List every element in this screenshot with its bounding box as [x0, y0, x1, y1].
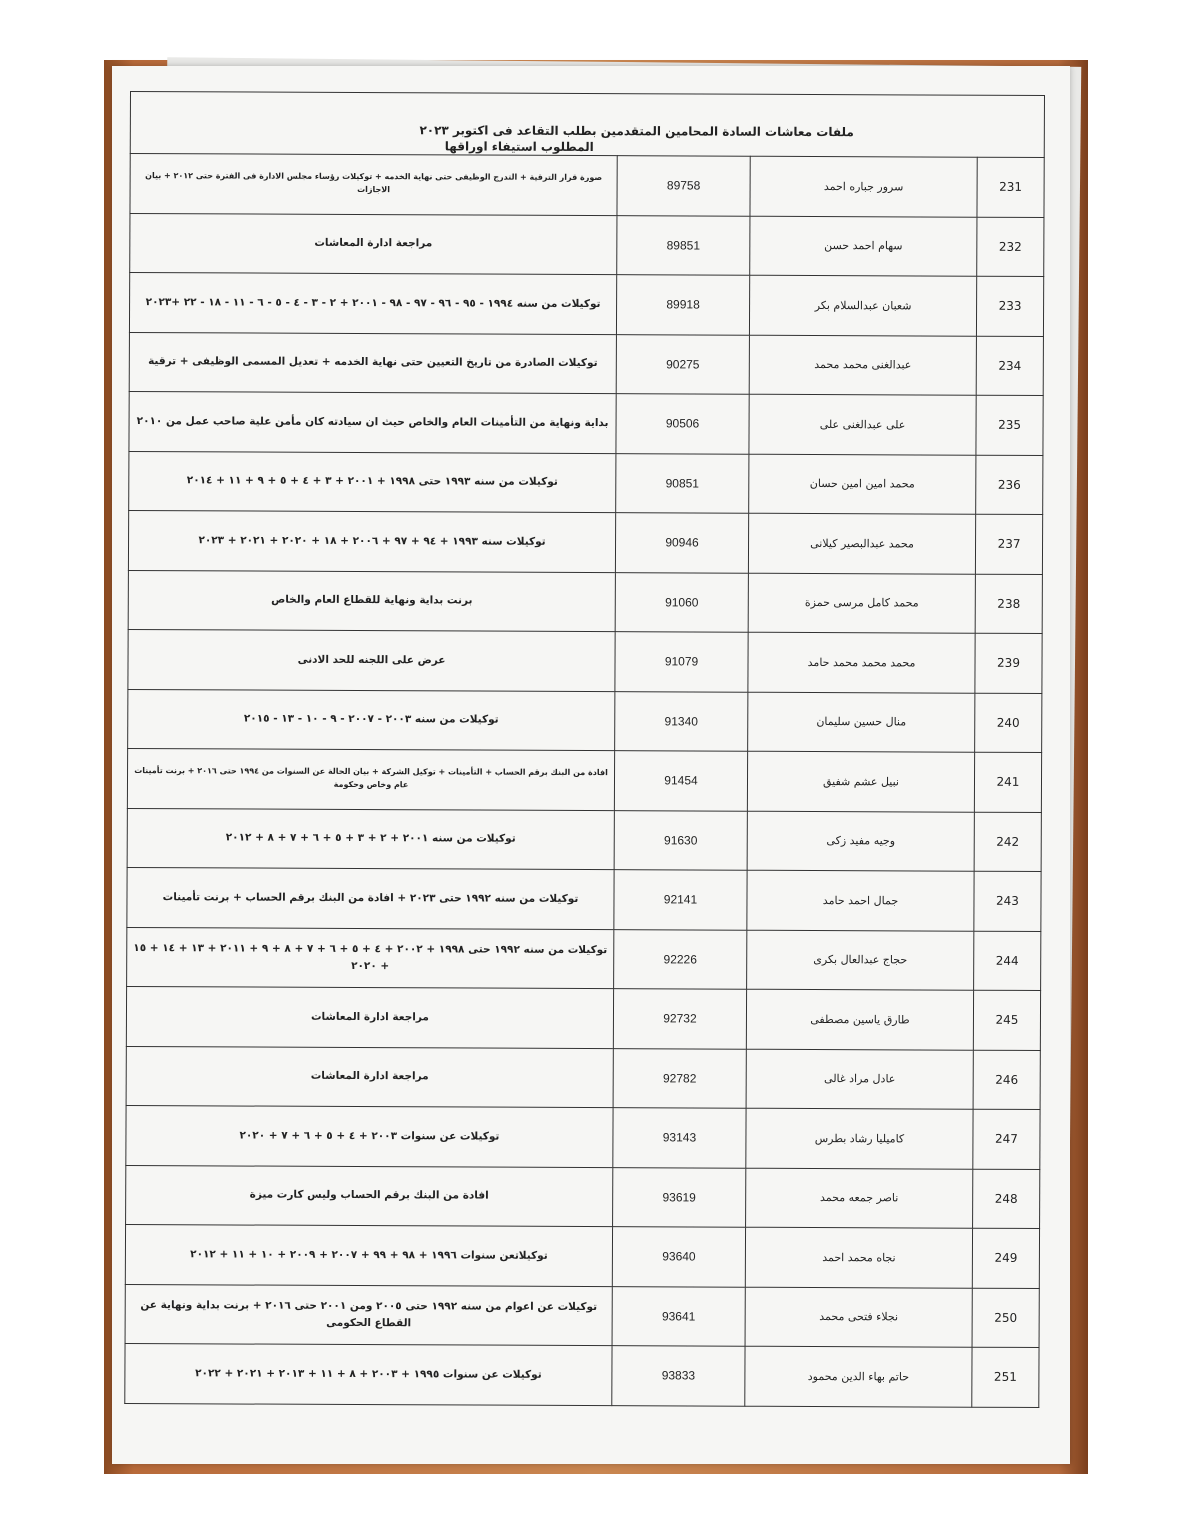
- row-number: 232: [977, 217, 1044, 277]
- lawyer-name: وجيه مفيد زكى: [747, 811, 974, 871]
- lawyer-name: سرور جباره احمد: [750, 156, 977, 216]
- table-row: [126, 1165, 1040, 1228]
- lawyer-name: محمد كامل مرسى حمزة: [748, 573, 975, 633]
- document-subtitle: المطلوب استيفاء اوراقها: [444, 139, 594, 155]
- row-number: 242: [974, 812, 1041, 872]
- file-number: 90946: [615, 513, 748, 573]
- required-documents: توكيلات عن اعوام من سنه ١٩٩٢ حتى ٢٠٠٥ ومن ٢٠٠١ حتى ٢٠١٦ + برنت بداية ونهاية عن القطاع الحكومى: [125, 1284, 612, 1346]
- row-number: 235: [976, 395, 1043, 455]
- lawyer-name: نجاه محمد احمد: [745, 1227, 972, 1287]
- required-documents: عرض على اللجنه للحد الادنى: [128, 630, 615, 692]
- table-row: [127, 808, 1041, 871]
- document-header: [130, 91, 1045, 157]
- table-row: [127, 749, 1041, 812]
- table-row: [127, 868, 1041, 931]
- required-documents: مراجعة ادارة المعاشات: [126, 987, 613, 1049]
- file-number: 93833: [612, 1346, 745, 1406]
- required-documents: توكيلات من سنه ٢٠٠١ + ٢ + ٣ + ٥ + ٦ + ٧ + ٨ + ٢٠١٢: [127, 808, 614, 870]
- table-row: [128, 689, 1042, 752]
- required-documents: توكيلات من سنه ١٩٩٢ حتى ١٩٩٨ + ٢٠٠٢ + ٤ + ٥ + ٦ + ٧ + ٨ + ٩ + ٢٠١١ + ١٣ + ١٤ + ١٥ + ٢٠٢٠: [127, 927, 614, 989]
- table-row: [128, 511, 1042, 574]
- file-number: 92732: [613, 989, 746, 1049]
- row-number: 238: [975, 574, 1042, 634]
- file-number: 91454: [614, 751, 747, 811]
- row-number: 240: [975, 693, 1042, 753]
- row-number: 249: [972, 1228, 1039, 1288]
- file-number: 93143: [613, 1108, 746, 1168]
- required-documents: توكيلات عن سنوات ٢٠٠٣ + ٤ + ٥ + ٦ + ٧ + ٢٠٢٠: [126, 1106, 613, 1168]
- table-row: [129, 392, 1043, 455]
- lawyer-name: عادل مراد غالى: [746, 1049, 973, 1109]
- row-number: 233: [976, 276, 1043, 336]
- file-number: 91060: [615, 572, 748, 632]
- table-row: [127, 927, 1041, 990]
- row-number: 244: [974, 931, 1041, 991]
- table-row: [129, 273, 1043, 336]
- required-documents: توكيلات من سنه ١٩٩٣ حتى ١٩٩٨ + ٢٠٠١ + ٣ + ٤ + ٥ + ٩ + ١١ + ٢٠١٤: [129, 451, 616, 513]
- table-row: [130, 213, 1044, 276]
- row-number: 251: [972, 1347, 1039, 1407]
- required-documents: مراجعة ادارة المعاشات: [130, 213, 617, 275]
- file-number: 89851: [617, 215, 750, 275]
- row-number: 241: [974, 752, 1041, 812]
- file-number: 90851: [616, 453, 749, 513]
- row-number: 236: [976, 455, 1043, 515]
- row-number: 237: [975, 514, 1042, 574]
- row-number: 250: [972, 1288, 1039, 1348]
- lawyer-name: نبيل عشم شفيق: [747, 751, 974, 811]
- table-row: [125, 1224, 1039, 1287]
- file-number: 89758: [617, 156, 750, 216]
- file-number: 93619: [613, 1167, 746, 1227]
- file-number: 92141: [614, 870, 747, 930]
- row-number: 248: [973, 1169, 1040, 1229]
- file-number: 89918: [616, 275, 749, 335]
- lawyer-name: حجاج عبدالعال بكرى: [747, 930, 974, 990]
- table-row: [126, 1046, 1040, 1109]
- file-number: 92226: [614, 929, 747, 989]
- lawyer-name: طارق ياسين مصطفى: [746, 989, 973, 1049]
- required-documents: توكيلات عن سنوات ١٩٩٥ + ٢٠٠٣ + ٨ + ١١ + ٢٠١٣ + ٢٠٢١ + ٢٠٢٢: [125, 1343, 612, 1405]
- table-row: [128, 570, 1042, 633]
- file-number: 91079: [615, 632, 748, 692]
- lawyer-name: سهام احمد حسن: [750, 216, 977, 276]
- required-documents: توكيلات سنه ١٩٩٣ + ٩٤ + ٩٧ + ٢٠٠٦ + ١٨ + ٢٠٢٠ + ٢٠٢١ + ٢٠٢٣: [128, 511, 615, 573]
- lawyer-name: شعبان عبدالسلام بكر: [749, 275, 976, 335]
- lawyer-name: ناصر جمعه محمد: [746, 1168, 973, 1228]
- row-number: 243: [974, 871, 1041, 931]
- document-title: ملفات معاشات السادة المحامين المتقدمين بطلب التقاعد فى اكتوبر ٢٠٢٣: [419, 123, 854, 140]
- file-number: 92782: [613, 1048, 746, 1108]
- required-documents: توكيلاتعن سنوات ١٩٩٦ + ٩٨ + ٩٩ + ٢٠٠٧ + ٢٠٠٩ + ١٠ + ١١ + ٢٠١٢: [125, 1224, 612, 1286]
- pension-files-table: [124, 153, 1044, 1407]
- file-number: 93640: [612, 1227, 745, 1287]
- lawyer-name: عبدالغنى محمد محمد: [749, 335, 976, 395]
- required-documents: مراجعة ادارة المعاشات: [126, 1046, 613, 1108]
- lawyer-name: محمد محمد محمد حامد: [748, 632, 975, 692]
- lawyer-name: نجلاء فتحى محمد: [745, 1287, 972, 1347]
- lawyer-name: حاتم بهاء الدين محمود: [745, 1346, 972, 1406]
- row-number: 246: [973, 1050, 1040, 1110]
- table-row: [125, 1284, 1039, 1347]
- row-number: 231: [977, 157, 1044, 217]
- required-documents: افادة من البنك برقم الحساب وليس كارت ميزة: [126, 1165, 613, 1227]
- row-number: 247: [973, 1109, 1040, 1169]
- table-row: [126, 1106, 1040, 1169]
- file-number: 91340: [615, 691, 748, 751]
- table-body: [125, 154, 1044, 1407]
- required-documents: توكيلات من سنه ١٩٩٢ حتى ٢٠٢٣ + افادة من البنك برقم الحساب + برنت تأمينات: [127, 868, 614, 930]
- required-documents: برنت بداية ونهاية للقطاع العام والخاص: [128, 570, 615, 632]
- required-documents: توكيلات الصادرة من تاريخ التعيين حتى نهاية الخدمه + تعديل المسمى الوظيفى + ترقية: [129, 332, 616, 394]
- required-documents: صورة قرار الترقية + التدرج الوظيفى حتى نهاية الخدمه + توكيلات رؤساء مجلس الادارة فى الفترة حتى ٢٠١٢ + بيان الاجازات: [130, 154, 617, 216]
- row-number: 234: [976, 336, 1043, 396]
- lawyer-name: محمد امين امين حسان: [749, 454, 976, 514]
- table-row: [129, 451, 1043, 514]
- table-row: [128, 630, 1042, 693]
- lawyer-name: محمد عبدالبصير كيلانى: [748, 513, 975, 573]
- file-number: 91630: [614, 810, 747, 870]
- lawyer-name: على عبدالغنى على: [749, 394, 976, 454]
- file-number: 90506: [616, 394, 749, 454]
- required-documents: بداية ونهاية من التأمينات العام والخاص حيث ان سيادته كان مأمن علية صاحب عمل من ٢٠١٠: [129, 392, 616, 454]
- table-row: [126, 987, 1040, 1050]
- required-documents: توكيلات من سنه ٢٠٠٣ - ٢٠٠٧ - ٩ - ١٠ - ١٣ - ٢٠١٥: [128, 689, 615, 751]
- row-number: 245: [973, 990, 1040, 1050]
- lawyer-name: منال حسين سليمان: [748, 692, 975, 752]
- lawyer-name: جمال احمد حامد: [747, 870, 974, 930]
- table-row: [125, 1343, 1039, 1406]
- lawyer-name: كاميليا رشاد بطرس: [746, 1108, 973, 1168]
- file-number: 93641: [612, 1286, 745, 1346]
- required-documents: افادة من البنك برقم الحساب + التأمينات + توكيل الشركة + بيان الحالة عن السنوات من ١٩٩٤ حتى ٢٠١٦ + برنت تأمينات عام وخاص وحكومة: [127, 749, 614, 811]
- required-documents: توكيلات من سنه ١٩٩٤ - ٩٥ - ٩٦ - ٩٧ - ٩٨ - ٢٠٠١ + ٢ - ٣ - ٤ - ٥ - ٦ - ١١ - ١٨ - ٢٢ +٢٠٢٣: [129, 273, 616, 335]
- row-number: 239: [975, 633, 1042, 693]
- table-row: [129, 332, 1043, 395]
- table-row: [130, 154, 1044, 217]
- file-number: 90275: [616, 334, 749, 394]
- document-sheet: [124, 91, 1045, 1407]
